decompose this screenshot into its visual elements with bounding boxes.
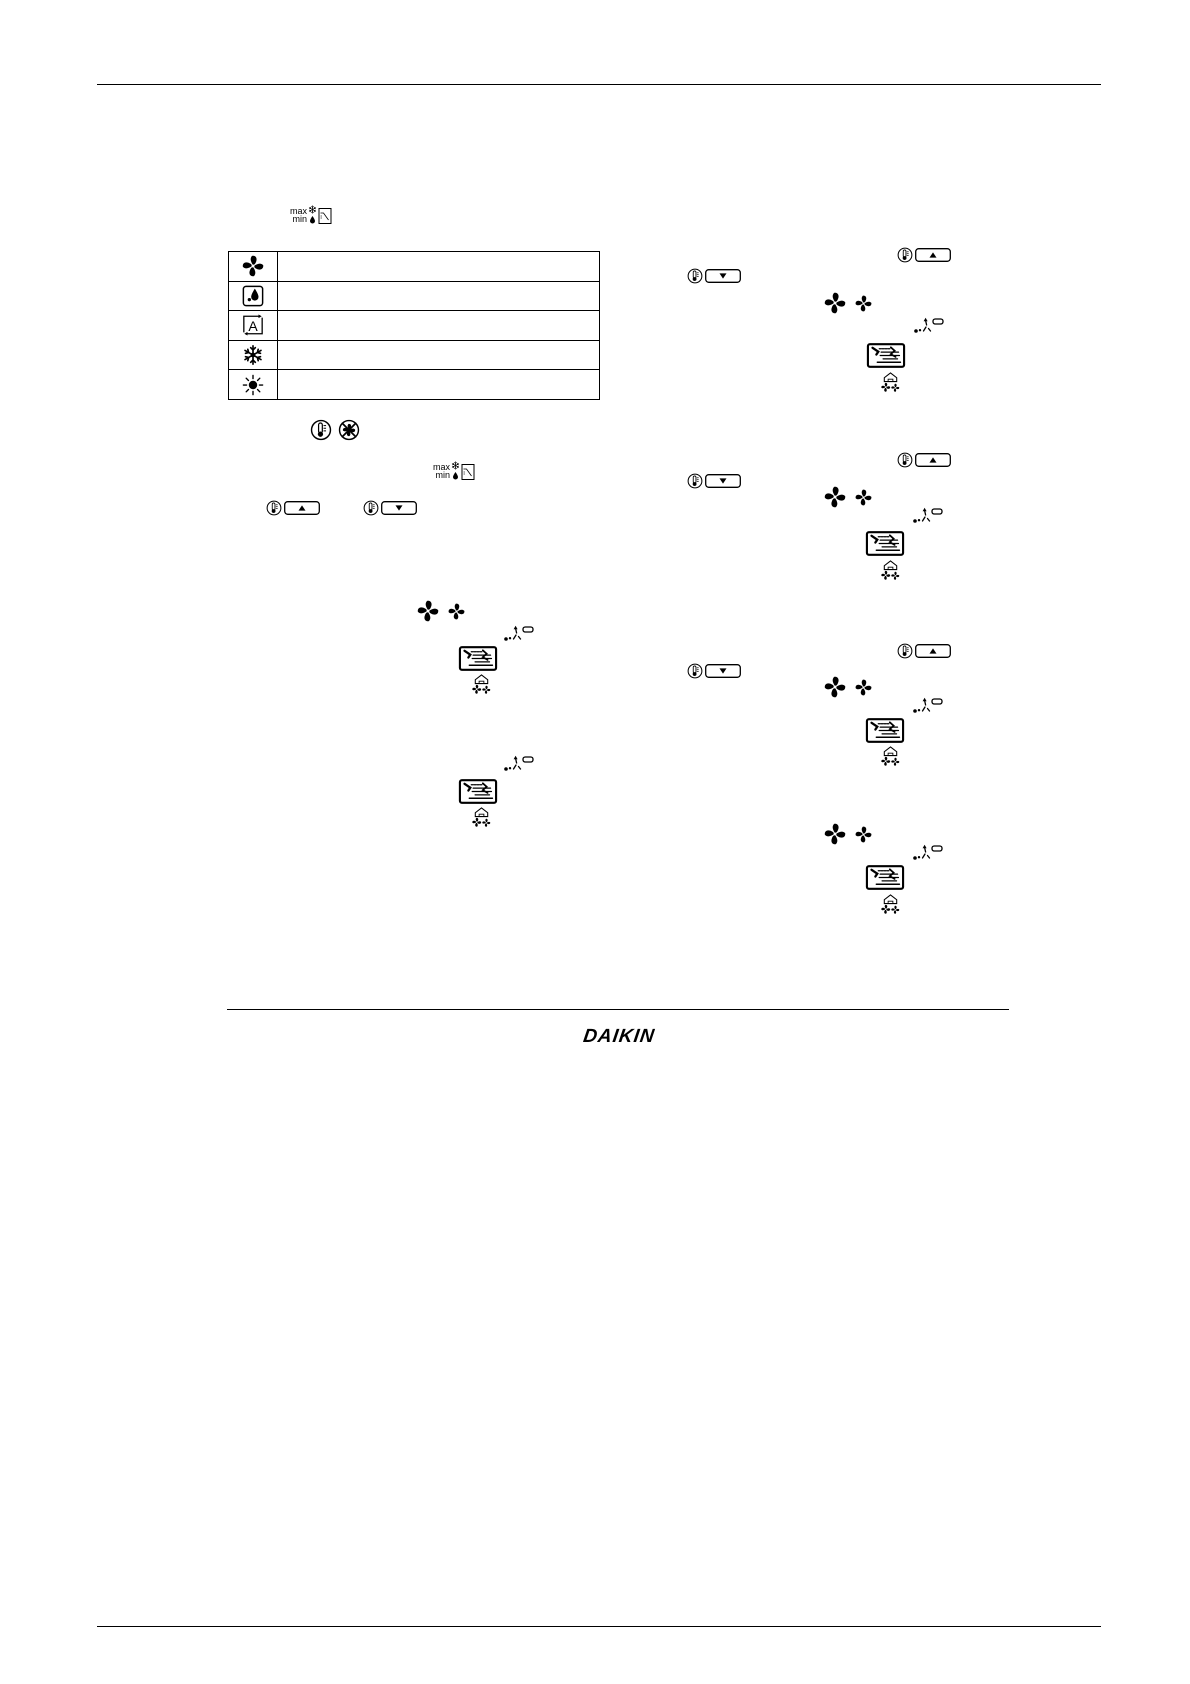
mode-row-fan bbox=[229, 252, 600, 282]
mode-icon-cell bbox=[229, 252, 278, 282]
house-fan-icon bbox=[878, 372, 903, 393]
header-rule bbox=[97, 84, 1101, 85]
mode-description-cell bbox=[278, 281, 600, 311]
mode-row-auto bbox=[229, 311, 600, 341]
thermometer-icon bbox=[687, 268, 703, 284]
thermometer-icon bbox=[310, 419, 332, 441]
filter-box-icon bbox=[458, 646, 498, 671]
content-footer-rule bbox=[227, 1009, 1009, 1010]
house-fan-icon bbox=[469, 807, 494, 828]
cooling-mode-icon bbox=[241, 344, 265, 366]
temp-down-button-icon bbox=[363, 500, 417, 516]
up-arrow-button-icon bbox=[915, 453, 951, 467]
fan-speed-labels bbox=[290, 207, 307, 223]
filter-box-icon bbox=[866, 343, 906, 368]
mode-description-cell bbox=[278, 370, 600, 400]
airflow-swing-icon bbox=[503, 624, 535, 644]
airflow-swing-icon bbox=[913, 316, 945, 336]
up-arrow-button-icon bbox=[284, 501, 320, 515]
mode-icon-cell bbox=[229, 340, 278, 370]
fan-speed-pair bbox=[824, 292, 872, 314]
fan-only-icon bbox=[241, 255, 265, 277]
fan-speed-pair bbox=[824, 486, 872, 508]
fan-speed-pair bbox=[417, 600, 465, 622]
mode-row-cool bbox=[229, 340, 600, 370]
mode-row-heat bbox=[229, 370, 600, 400]
dry-mode-icon bbox=[241, 285, 265, 307]
fan-speed-pair bbox=[824, 823, 872, 845]
fan-high-icon bbox=[824, 676, 846, 698]
mode-description-cell bbox=[278, 340, 600, 370]
mode-icon-cell bbox=[229, 311, 278, 341]
temp-up-button-icon bbox=[897, 452, 951, 468]
down-arrow-button-icon bbox=[705, 664, 741, 678]
fan-low-icon bbox=[855, 826, 872, 843]
min-label: min bbox=[292, 214, 308, 224]
up-arrow-button-icon bbox=[915, 248, 951, 262]
filter-box-icon bbox=[458, 779, 498, 804]
thermometer-icon bbox=[266, 500, 282, 516]
down-arrow-button-icon bbox=[381, 501, 417, 515]
mode-description-cell bbox=[278, 252, 600, 282]
fan-low-icon bbox=[448, 603, 465, 620]
fan-speed-icon bbox=[433, 461, 475, 481]
fan-high-icon bbox=[824, 292, 846, 314]
thermometer-icon bbox=[687, 473, 703, 489]
operation-mode-table bbox=[228, 251, 600, 400]
airflow-swing-icon bbox=[912, 696, 944, 716]
mode-icon-cell bbox=[229, 370, 278, 400]
temp-down-button-icon bbox=[687, 663, 741, 679]
fan-speed-pair bbox=[824, 676, 872, 698]
down-arrow-button-icon bbox=[705, 474, 741, 488]
airflow-swing-icon bbox=[912, 506, 944, 526]
house-fan-icon bbox=[878, 560, 903, 581]
filter-box-icon bbox=[865, 718, 905, 743]
no-fan-icon bbox=[338, 419, 360, 441]
mode-icon-cell bbox=[229, 281, 278, 311]
temp-down-button-icon bbox=[687, 473, 741, 489]
filter-box-icon bbox=[865, 531, 905, 556]
fan-low-icon bbox=[855, 295, 872, 312]
max-label: max bbox=[290, 206, 308, 216]
down-arrow-button-icon bbox=[705, 269, 741, 283]
fan-high-icon bbox=[417, 600, 439, 622]
auto-mode-icon bbox=[241, 314, 265, 336]
fan-high-icon bbox=[824, 823, 846, 845]
fan-low-icon bbox=[855, 679, 872, 696]
airflow-swing-icon bbox=[503, 754, 535, 774]
brand-logo: DAIKIN bbox=[581, 1026, 657, 1047]
temp-down-button-icon bbox=[687, 268, 741, 284]
page-footer-rule bbox=[97, 1626, 1101, 1627]
thermometer-icon bbox=[897, 643, 913, 659]
fan-speed-icon bbox=[290, 205, 332, 225]
thermometer-icon bbox=[363, 500, 379, 516]
mode-row-dry bbox=[229, 281, 600, 311]
temp-up-button-icon bbox=[897, 247, 951, 263]
fan-speed-graph-icon bbox=[451, 461, 475, 481]
fan-speed-labels bbox=[433, 463, 450, 479]
min-label: min bbox=[435, 470, 451, 480]
auto-mode-letter: A bbox=[248, 318, 258, 335]
house-fan-icon bbox=[878, 746, 903, 767]
airflow-swing-icon bbox=[912, 843, 944, 863]
thermometer-icon bbox=[897, 247, 913, 263]
temp-up-button-icon bbox=[897, 643, 951, 659]
filter-box-icon bbox=[865, 865, 905, 890]
thermometer-icon bbox=[687, 663, 703, 679]
mode-description-cell bbox=[278, 311, 600, 341]
fan-high-icon bbox=[824, 486, 846, 508]
temp-up-button-icon bbox=[266, 500, 320, 516]
max-label: max bbox=[433, 462, 451, 472]
fan-low-icon bbox=[855, 489, 872, 506]
heating-mode-icon bbox=[241, 374, 265, 396]
house-fan-icon bbox=[878, 894, 903, 915]
up-arrow-button-icon bbox=[915, 644, 951, 658]
fan-speed-graph-icon bbox=[308, 205, 332, 225]
thermometer-icon bbox=[897, 452, 913, 468]
house-fan-icon bbox=[469, 674, 494, 695]
